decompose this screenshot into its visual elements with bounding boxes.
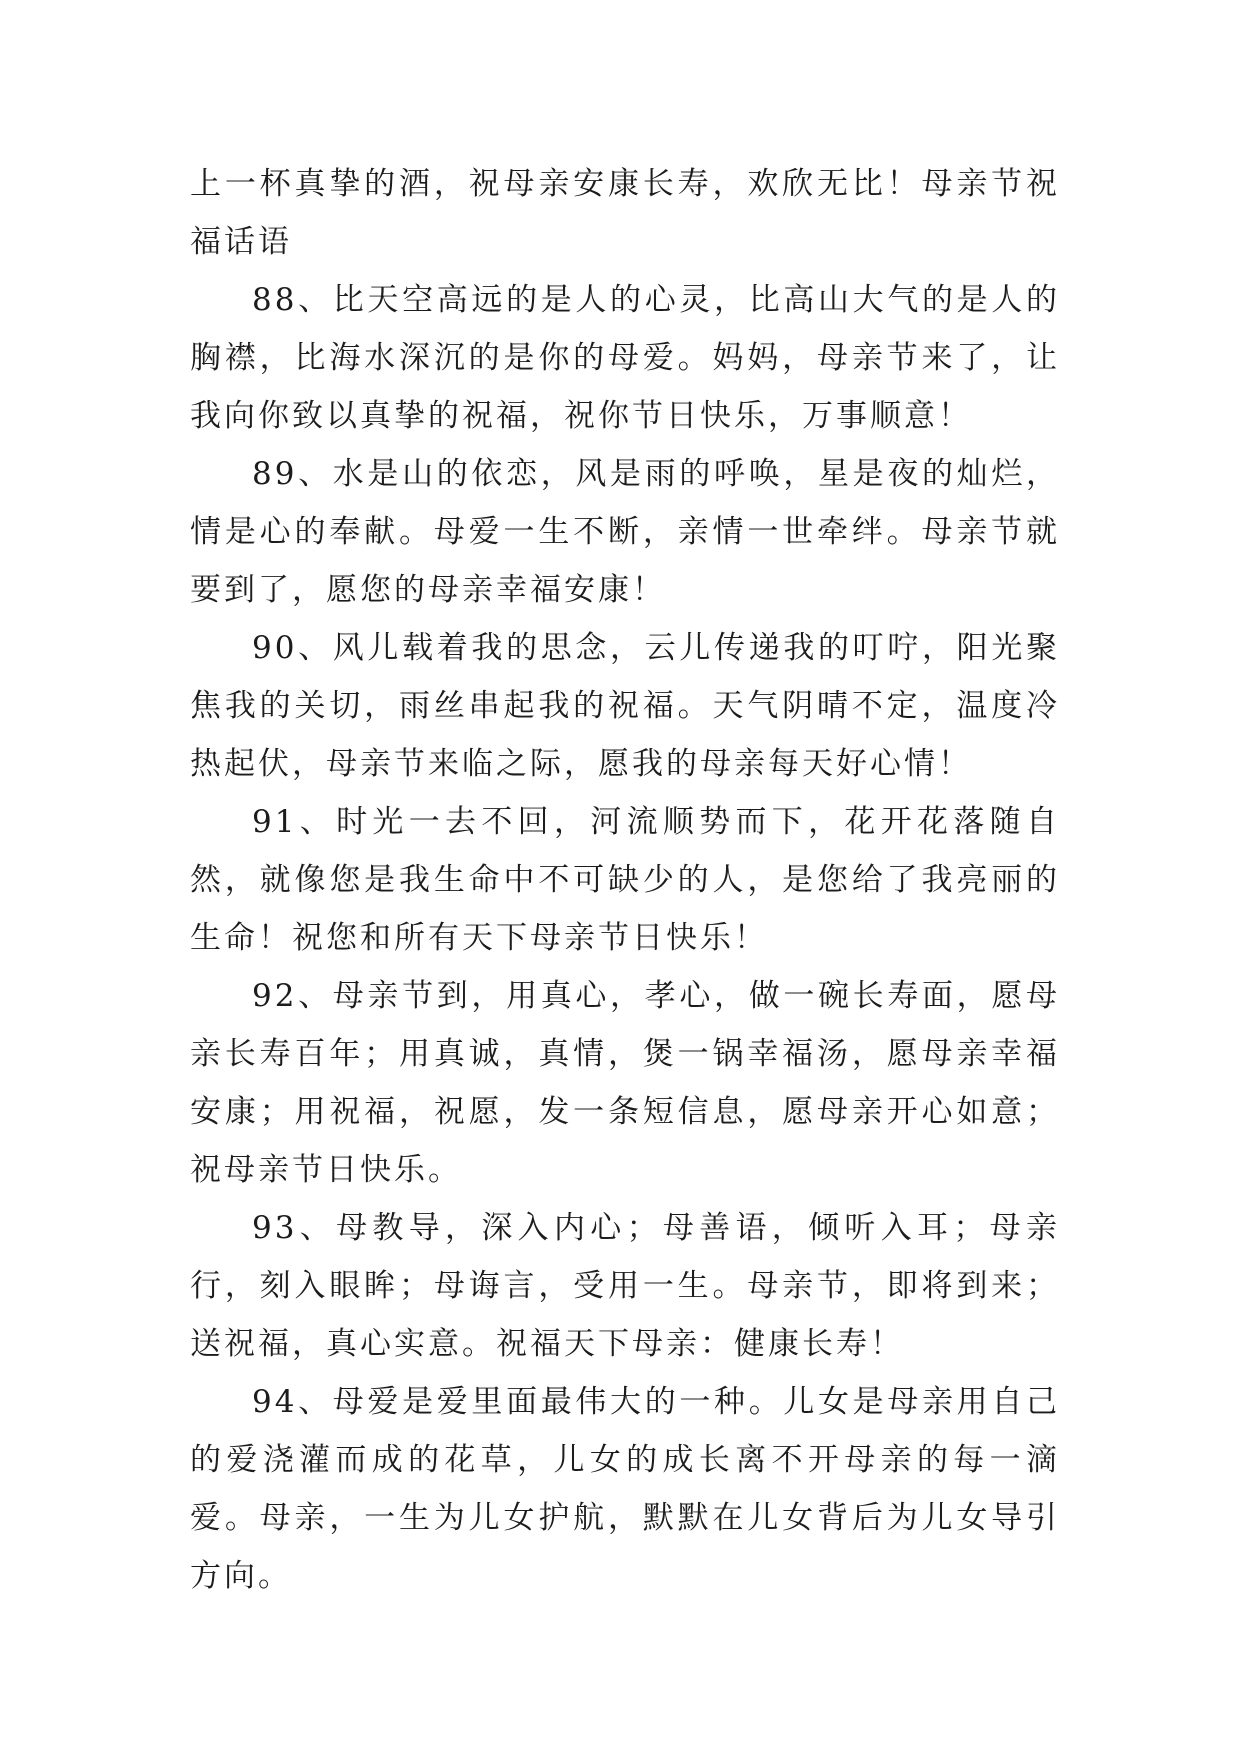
paragraph-continuation: 上一杯真挚的酒，祝母亲安康长寿，欢欣无比！母亲节祝福话语	[190, 166, 1060, 260]
paragraph-93: 93、母教导，深入内心；母善语，倾听入耳；母亲行，刻入眼眸；母诲言，受用一生。母亲节，即将到来；送祝福，真心实意。祝福天下母亲：健康长寿！	[190, 1210, 1060, 1362]
paragraph-88: 88、比天空高远的是人的心灵，比高山大气的是人的胸襟，比海水深沉的是你的母爱。妈妈，母亲节来了，让我向你致以真挚的祝福，祝你节日快乐，万事顺意！	[190, 282, 1060, 434]
paragraph-92: 92、母亲节到，用真心，孝心，做一碗长寿面，愿母亲长寿百年；用真诚，真情，煲一锅幸福汤，愿母亲幸福安康；用祝福，祝愿，发一条短信息，愿母亲开心如意；祝母亲节日快乐。	[190, 978, 1060, 1188]
document-body	[190, 155, 1060, 1605]
paragraph-89: 89、水是山的依恋，风是雨的呼唤，星是夜的灿烂，情是心的奉献。母爱一生不断，亲情一世牵绊。母亲节就要到了，愿您的母亲幸福安康！	[190, 456, 1060, 608]
paragraph-91: 91、时光一去不回，河流顺势而下，花开花落随自然，就像您是我生命中不可缺少的人，是您给了我亮丽的生命！祝您和所有天下母亲节日快乐！	[190, 804, 1060, 956]
paragraph-94: 94、母爱是爱里面最伟大的一种。儿女是母亲用自己的爱浇灌而成的花草，儿女的成长离不开母亲的每一滴爱。母亲，一生为儿女护航，默默在儿女背后为儿女导引方向。	[190, 1384, 1060, 1594]
paragraph-90: 90、风儿载着我的思念，云儿传递我的叮咛，阳光聚焦我的关切，雨丝串起我的祝福。天气阴晴不定，温度冷热起伏，母亲节来临之际，愿我的母亲每天好心情！	[190, 630, 1060, 782]
